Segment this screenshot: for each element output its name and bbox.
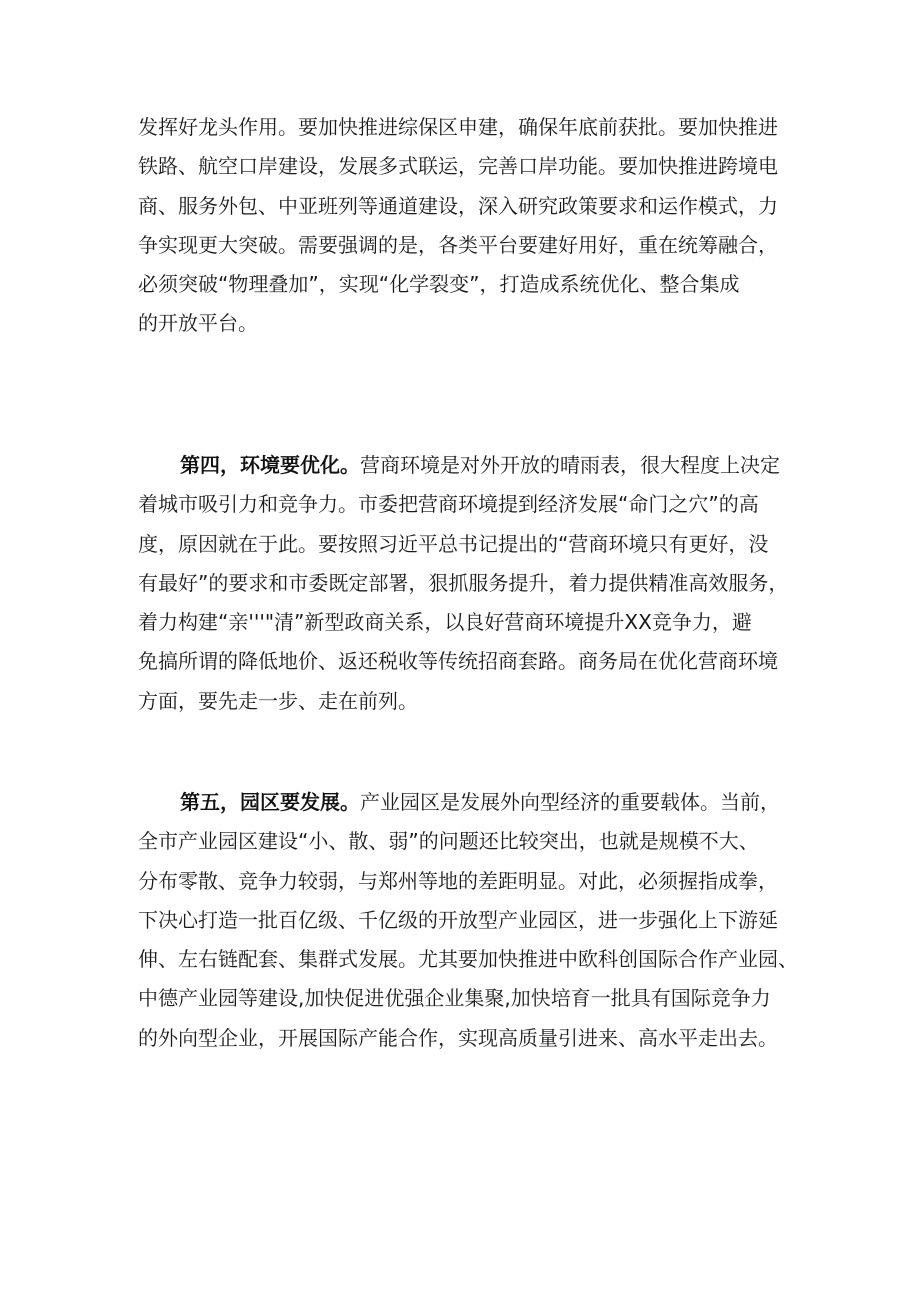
paragraph-line: 的开放平台。 bbox=[138, 311, 258, 336]
paragraph-first-line bbox=[138, 446, 794, 485]
paragraph-line-text: 营商环境是对外开放的晴雨表，很大程度上决定 bbox=[360, 453, 780, 477]
paragraph-first-line bbox=[138, 783, 794, 822]
paragraph-line: 的外向型企业，开展国际产能合作，实现高质量引进来、高水平走出去。 bbox=[138, 1025, 778, 1050]
paragraph-line: 必须突破“物理叠加”，实现“化学裂变”，打造成系统优化、整合集成 bbox=[138, 272, 740, 297]
paragraph-line: 度，原因就在于此。要按照习近平总书记提出的“营商环境只有更好，没 bbox=[138, 531, 769, 556]
paragraph-line: 全市产业园区建设“小、散、弱”的问题还比较突出，也就是规模不大、 bbox=[138, 829, 759, 854]
paragraph-environment bbox=[138, 446, 794, 721]
paragraph-platforms bbox=[138, 108, 794, 344]
paragraph-line: 下决心打造一批百亿级、千亿级的开放型产业园区，进一步强化上下游延 bbox=[138, 907, 778, 932]
paragraph-line: 争实现更大突破。需要强调的是，各类平台要建好用好，重在统筹融合， bbox=[138, 232, 778, 257]
paragraph-line: 分布零散、竞争力较弱，与郑州等地的差距明显。对此，必须握指成拳， bbox=[138, 868, 778, 893]
paragraph-line: 免搞所谓的降低地价、返还税收等传统招商套路。商务局在优化营商环境 bbox=[138, 649, 778, 674]
paragraph-line: 方面，要先走一步、走在前列。 bbox=[138, 688, 418, 713]
paragraph-line: 着城市吸引力和竞争力。市委把营商环境提到经济发展“命门之穴”的高 bbox=[138, 492, 759, 517]
paragraph-line: 商、服务外包、中亚班列等通道建设，深入研究政策要求和运作模式，力 bbox=[138, 193, 778, 218]
paragraph-line: 着力构建“亲'''"清”新型政商关系，以良好营商环境提升XX竞争力，避 bbox=[138, 610, 752, 635]
paragraph-line: 铁路、航空口岸建设，发展多式联运，完善口岸功能。要加快推进跨境电 bbox=[138, 154, 778, 179]
paragraph-line: 中德产业园等建设,加快促进优强企业集聚,加快培育一批具有国际竞争力 bbox=[138, 986, 771, 1011]
paragraph-line: 发挥好龙头作用。要加快推进综保区申建，确保年底前获批。要加快推进 bbox=[138, 115, 778, 139]
paragraph-industrial-parks bbox=[138, 783, 798, 1058]
paragraph-line: 伸、左右链配套、集群式发展。尤其要加快推进中欧科创国际合作产业园、 bbox=[138, 947, 798, 972]
paragraph-line-text: 产业园区是发展外向型经济的重要载体。当前， bbox=[360, 790, 780, 814]
section-heading: 第五，园区要发展。 bbox=[180, 790, 360, 814]
paragraph-line: 有最好”的要求和市委既定部署，狠抓服务提升，着力提供精准高效服务， bbox=[138, 570, 789, 595]
section-heading: 第四，环境要优化。 bbox=[180, 453, 360, 477]
